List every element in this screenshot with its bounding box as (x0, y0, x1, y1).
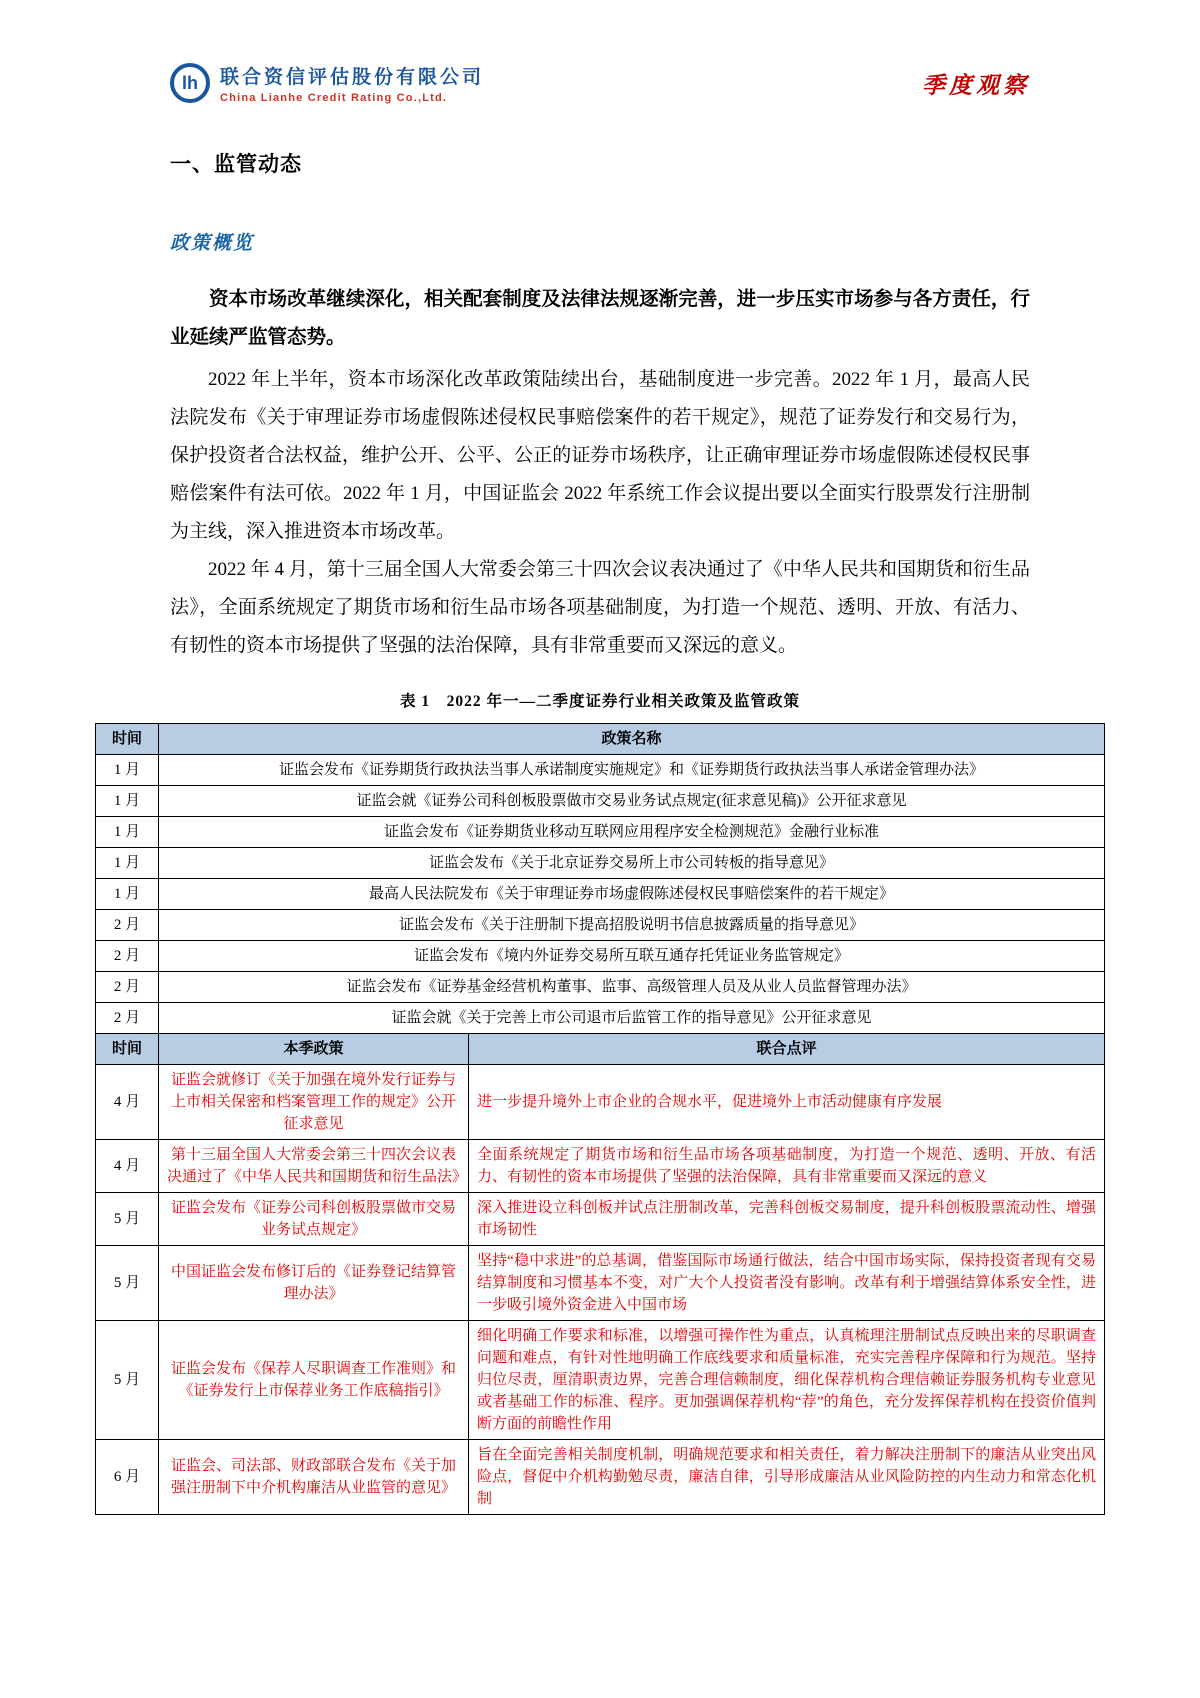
header-season-policy: 本季政策 (159, 1034, 469, 1065)
policy-table (95, 723, 1105, 1034)
cell-lianhe-comment: 全面系统规定了期货市场和衍生品市场各项基础制度，为打造一个规范、透明、开放、有活力、有韧性的资本市场提供了坚强的法治保障，具有非常重要而又深远的意义 (469, 1140, 1105, 1193)
cell-time: 4 月 (96, 1065, 159, 1140)
cell-season-policy: 第十三届全国人大常委会第三十四次会议表决通过了《中华人民共和国期货和衍生品法》 (159, 1140, 469, 1193)
review-table (95, 1033, 1105, 1515)
policy-table-row (96, 910, 1105, 941)
company-name-block (220, 62, 484, 104)
document-header (170, 62, 1030, 104)
header-time: 时间 (96, 724, 159, 755)
cell-lianhe-comment: 深入推进设立科创板并试点注册制改革，完善科创板交易制度，提升科创板股票流动性、增强市场韧性 (469, 1193, 1105, 1246)
cell-time: 5 月 (96, 1321, 159, 1440)
cell-season-policy: 证监会、司法部、财政部联合发布《关于加强注册制下中介机构廉洁从业监管的意见》 (159, 1440, 469, 1515)
cell-time: 1 月 (96, 786, 159, 817)
cell-policy-name: 证监会就《关于完善上市公司退市后监管工作的指导意见》公开征求意见 (159, 1003, 1105, 1034)
review-table-row (96, 1193, 1105, 1246)
policy-table-body (96, 755, 1105, 1034)
header-policy-name: 政策名称 (159, 724, 1105, 755)
cell-policy-name: 证监会发布《证券基金经营机构董事、监事、高级管理人员及从业人员监督管理办法》 (159, 972, 1105, 1003)
review-table-row (96, 1321, 1105, 1440)
body-paragraph-1: 2022 年上半年，资本市场深化改革政策陆续出台，基础制度进一步完善。2022 年 1 月，最高人民法院发布《关于审理证券市场虚假陈述侵权民事赔偿案件的若干规定》，规范了证券发行和交易行为，保护投资者合法权益，维护公开、公平、公正的证券市场秩序，让正确审理证券市场虚假陈述侵权民事赔偿案件有法可依。2022 年 1 月，中国证监会 2022 年系统工作会议提出要以全面实行股票发行注册制为主线，深入推进资本市场改革。 (170, 369, 1030, 542)
cell-time: 2 月 (96, 1003, 159, 1034)
cell-time: 5 月 (96, 1246, 159, 1321)
cell-policy-name: 证监会发布《证券期货行政执法当事人承诺制度实施规定》和《证券期货行政执法当事人承诺金管理办法》 (159, 755, 1105, 786)
cell-policy-name: 证监会发布《关于注册制下提高招股说明书信息披露质量的指导意见》 (159, 910, 1105, 941)
cell-time: 2 月 (96, 941, 159, 972)
policy-table-row (96, 817, 1105, 848)
header-lianhe-comment: 联合点评 (469, 1034, 1105, 1065)
report-series-tag: 季度观察 (922, 72, 1030, 98)
cell-policy-name: 证监会发布《境内外证券交易所互联互通存托凭证业务监管规定》 (159, 941, 1105, 972)
cell-lianhe-comment: 细化明确工作要求和标准，以增强可操作性为重点，认真梳理注册制试点反映出来的尽职调查问题和难点，有针对性地明确工作底线要求和质量标准，充实完善程序保障和行为规范。坚持归位尽责，厘清职责边界，完善合理信赖制度，细化保荐机构合理信赖证券服务机构专业意见或者基础工作的标准、程序。更加强调保荐机构“荐”的角色，充分发挥保荐机构在投资价值判断方面的前瞻性作用 (469, 1321, 1105, 1440)
cell-lianhe-comment: 旨在全面完善相关制度机制，明确规范要求和相关责任，着力解决注册制下的廉洁从业突出风险点，督促中介机构勤勉尽责，廉洁自律，引导形成廉洁从业风险防控的内生动力和常态化机制 (469, 1440, 1105, 1515)
policy-overview-heading: 政策概览 (170, 233, 255, 254)
company-logo-icon (170, 63, 210, 103)
cell-season-policy: 中国证监会发布修订后的《证券登记结算管理办法》 (159, 1246, 469, 1321)
cell-time: 4 月 (96, 1140, 159, 1193)
cell-policy-name: 证监会发布《关于北京证券交易所上市公司转板的指导意见》 (159, 848, 1105, 879)
review-table-row (96, 1440, 1105, 1515)
cell-time: 2 月 (96, 910, 159, 941)
company-brand (170, 62, 484, 104)
policy-table-row (96, 848, 1105, 879)
cell-policy-name: 最高人民法院发布《关于审理证券市场虚假陈述侵权民事赔偿案件的若干规定》 (159, 879, 1105, 910)
lead-paragraph: 资本市场改革继续深化，相关配套制度及法律法规逐渐完善，进一步压实市场参与各方责任，行业延续严监管态势。 (170, 289, 1030, 348)
cell-time: 2 月 (96, 972, 159, 1003)
policy-table-row (96, 1003, 1105, 1034)
cell-time: 1 月 (96, 817, 159, 848)
policy-table-row (96, 879, 1105, 910)
cell-time: 5 月 (96, 1193, 159, 1246)
review-table-row (96, 1065, 1105, 1140)
review-table-row (96, 1246, 1105, 1321)
company-name-en: China Lianhe Credit Rating Co.,Ltd. (220, 92, 448, 104)
company-name-cn: 联合资信评估股份有限公司 (220, 67, 485, 88)
cell-season-policy: 证监会就修订《关于加强在境外发行证券与上市相关保密和档案管理工作的规定》公开征求意见 (159, 1065, 469, 1140)
review-table-row (96, 1140, 1105, 1193)
body-paragraph-2: 2022 年 4 月，第十三届全国人大常委会第三十四次会议表决通过了《中华人民共和国期货和衍生品法》，全面系统规定了期货市场和衍生品市场各项基础制度，为打造一个规范、透明、开放、有活力、有韧性的资本市场提供了坚强的法治保障，具有非常重要而又深远的意义。 (170, 559, 1030, 656)
cell-policy-name: 证监会发布《证券期货业移动互联网应用程序安全检测规范》金融行业标准 (159, 817, 1105, 848)
table-caption: 表 1 2022 年一—二季度证券行业相关政策及监管政策 (399, 693, 800, 710)
section-title: 一、监管动态 (170, 152, 302, 176)
policy-table-row (96, 972, 1105, 1003)
cell-policy-name: 证监会就《证券公司科创板股票做市交易业务试点规定(征求意见稿)》公开征求意见 (159, 786, 1105, 817)
logo-monogram: lh (182, 72, 198, 93)
policy-table-row (96, 941, 1105, 972)
cell-time: 6 月 (96, 1440, 159, 1515)
header-time: 时间 (96, 1034, 159, 1065)
policy-table-header-row (96, 724, 1105, 755)
cell-season-policy: 证监会发布《证券公司科创板股票做市交易业务试点规定》 (159, 1193, 469, 1246)
review-table-body (96, 1065, 1105, 1515)
cell-lianhe-comment: 坚持“稳中求进”的总基调，借鉴国际市场通行做法，结合中国市场实际，保持投资者现有交易结算制度和习惯基本不变，对广大个人投资者没有影响。改革有利于增强结算体系安全性，进一步吸引境外资金进入中国市场 (469, 1246, 1105, 1321)
policy-table-row (96, 755, 1105, 786)
cell-time: 1 月 (96, 755, 159, 786)
cell-season-policy: 证监会发布《保荐人尽职调查工作准则》和《证券发行上市保荐业务工作底稿指引》 (159, 1321, 469, 1440)
cell-time: 1 月 (96, 848, 159, 879)
policy-table-row (96, 786, 1105, 817)
cell-lianhe-comment: 进一步提升境外上市企业的合规水平，促进境外上市活动健康有序发展 (469, 1065, 1105, 1140)
cell-time: 1 月 (96, 879, 159, 910)
review-table-header-row (96, 1034, 1105, 1065)
